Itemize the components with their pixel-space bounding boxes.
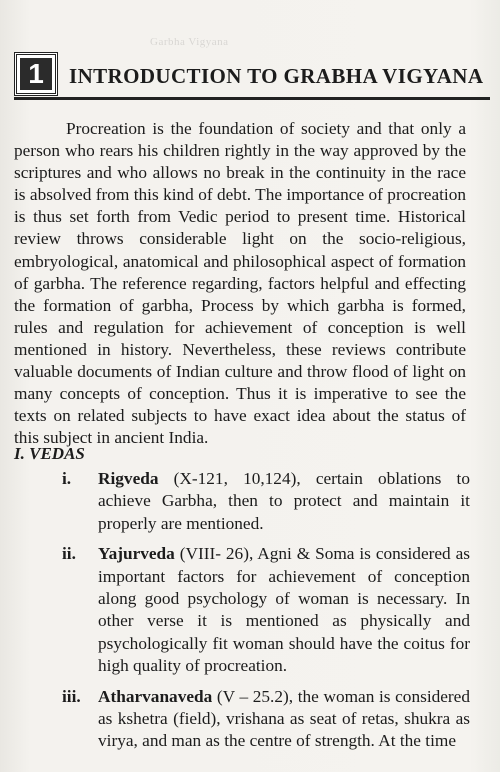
chapter-number-box [14, 52, 58, 96]
vedas-list [62, 468, 470, 761]
list-item [62, 686, 470, 753]
veda-text: , certain oblations to achieve Garbha, then to protect and maintain it properly are mentioned. [98, 469, 470, 533]
list-item [62, 543, 470, 677]
list-marker: ii. [62, 544, 76, 564]
veda-name: Atharvanaveda [98, 686, 213, 706]
veda-reference: (X-121, 10,124) [158, 469, 297, 488]
veda-reference: (V – 25.2) [212, 686, 289, 706]
list-marker: iii. [62, 686, 81, 706]
chapter-rule [14, 97, 490, 100]
chapter-heading [14, 52, 490, 102]
list-marker: i. [62, 469, 72, 488]
intro-paragraph: Procreation is the foundation of society and that only a person who rears his children rightly in the way approved by the scriptures and who allows no break in the continuity in the race is absolved from this kind of debt. The importance of procreation is thus set forth from Vedic period to present time. Historical review throws considerable light on the socio-religious, embryological, anatomical and philosophical aspect of formation of garbha. The reference regarding, factors helpful and effecting the formation of garbha, Process by which garbha is formed, rules and regulation for achievement of conception is well mentioned in history. Nevertheless, these reviews contribute valuable documents of Indian culture and throw flood of light on many concepts of conception. Thus it is imperative to see the texts on related subjects to have exact idea about the status of this subject in ancient India. [14, 119, 466, 448]
list-item [62, 468, 470, 535]
veda-name: Rigveda [98, 469, 159, 488]
veda-text: , the woman is considered as kshetra (field), vrishana as seat of retas, shukra as virya, and man as the centre of strength. At the time [98, 686, 470, 751]
running-header: Garbha Vigyana [150, 36, 229, 48]
chapter-title: INTRODUCTION TO GRABHA VIGYANA [69, 64, 484, 88]
intro-paragraph-block [14, 118, 466, 449]
veda-text: , Agni & Soma is considered as important factors for achievement of conception along good psychology of woman is necessary. In other verse it is mentioned as physically and psychologically fit woman should have the coitus for high quality of procreation. [98, 544, 470, 676]
chapter-number: 1 [20, 58, 52, 90]
veda-name: Yajurveda [98, 544, 175, 564]
veda-reference: (VIII- 26) [174, 544, 249, 564]
section-heading: I. VEDAS [14, 444, 85, 463]
